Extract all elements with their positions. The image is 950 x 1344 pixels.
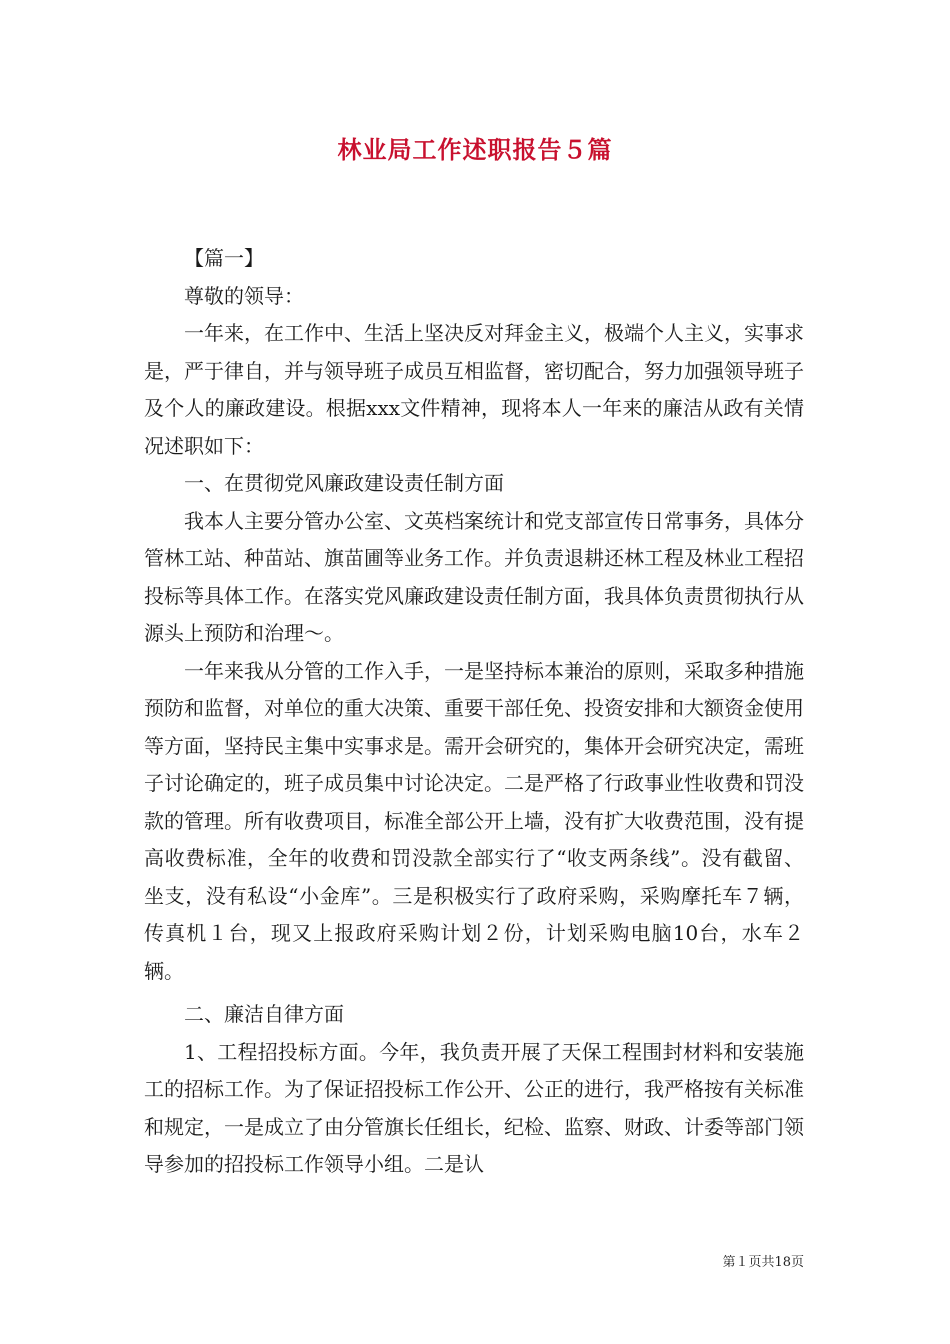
section-heading: 【篇一】: [184, 246, 264, 270]
page-number: 第１页共18页: [722, 1255, 804, 1270]
salutation: 尊敬的领导：: [184, 283, 304, 308]
document-body: [144, 240, 804, 1184]
paragraph: 1、工程招投标方面。今年，我负责开展了天保工程围封材料和安装施工的招标工作。为了保证招投标工作公开、公正的进行，我严格按有关标准和规定，一是成立了由分管旗长任组长，纪检、监察、财政、计委等部门领导参加的招投标工作领导小组。二是认: [144, 1039, 804, 1176]
paragraph: 一年来我从分管的工作入手，一是坚持标本兼治的原则，采取多种措施预防和监督，对单位的重大决策、重要干部任免、投资安排和大额资金使用等方面，坚持民主集中实事求是。需开会研究的，集体开会研究决定，需班子讨论确定的，班子成员集中讨论决定。二是严格了行政事业性收费和罚没款的管理。所有收费项目，标准全部公开上墙，没有扩大收费范围，没有提高收费标准，全年的收费和罚没款全部实行了“收支两条线”。没有截留、坐支，没有私设“小金库”。三是积极实行了政府采购，采购摩托车７辆，传真机１台，现又上报政府采购计划２份，计划采购电脑10台，水车２辆。: [144, 658, 804, 983]
page-title: 林业局工作述职报告５篇: [337, 135, 613, 164]
paragraph: 一年来，在工作中、生活上坚决反对拜金主义，极端个人主义，实事求是，严于律自，并与领导班子成员互相监督，密切配合，努力加强领导班子及个人的廉政建设。根据xxx文件精神，现将本人一年来的廉洁从政有关情况述职如下：: [144, 321, 804, 458]
paragraph: 我本人主要分管办公室、文英档案统计和党支部宣传日常事务，具体分管林工站、种苗站、旗苗圃等业务工作。并负责退耕还林工程及林业工程招投标等具体工作。在落实党风廉政建设责任制方面，我具体负责贯彻执行从源头上预防和治理～。: [144, 508, 804, 645]
subsection-heading: 一、在贯彻党风廉政建设责任制方面: [184, 471, 504, 495]
subsection-heading: 二、廉洁自律方面: [184, 1002, 344, 1026]
